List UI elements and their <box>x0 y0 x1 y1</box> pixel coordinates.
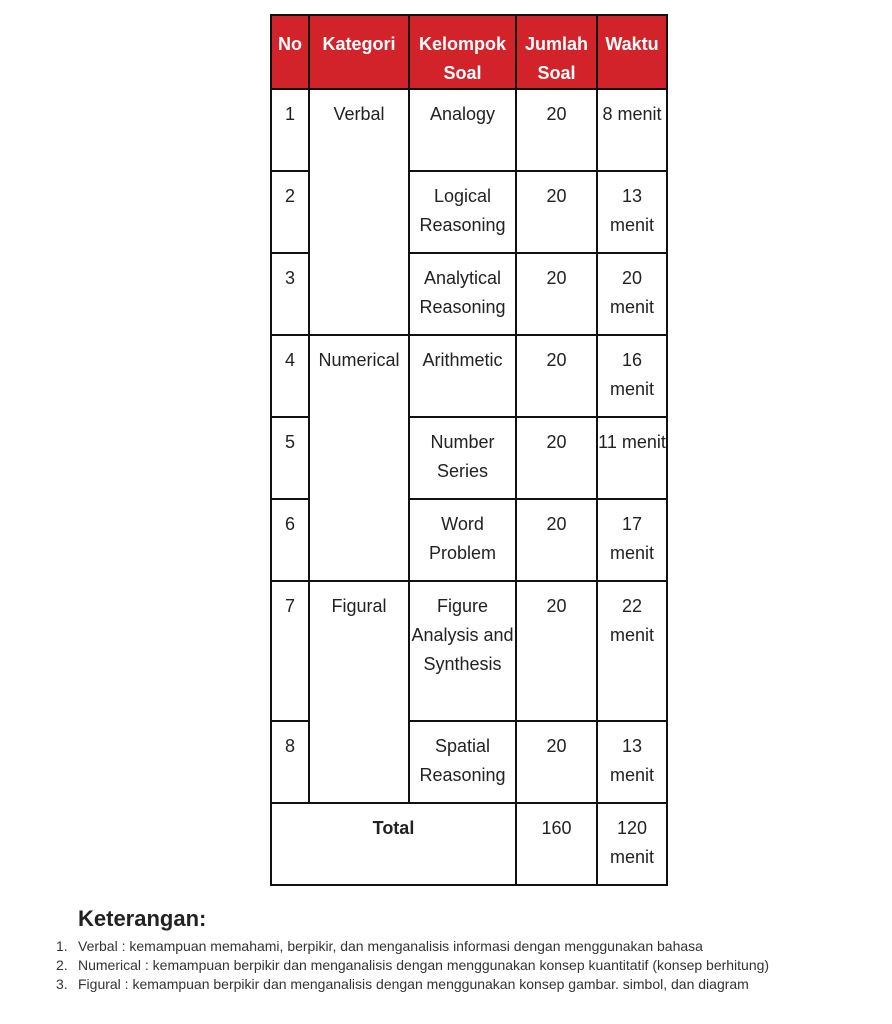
note-number: 2. <box>56 957 68 973</box>
row-no: 6 <box>271 499 309 581</box>
row-jumlah: 20 <box>516 499 597 581</box>
row-kelompok: Word Problem <box>409 499 516 581</box>
table-header-row <box>271 15 667 89</box>
row-waktu: 11 menit <box>597 417 667 499</box>
header-waktu: Waktu <box>597 15 667 89</box>
note-text: Verbal : kemampuan memahami, berpikir, dan menganalisis informasi dengan menggunakan bahasa <box>78 938 703 954</box>
row-kelompok: Arithmetic <box>409 335 516 417</box>
header-no: No <box>271 15 309 89</box>
table-row <box>271 581 667 721</box>
note-text: Numerical : kemampuan berpikir dan menganalisis dengan menggunakan konsep kuantitatif (konsep berhitung) <box>78 957 770 973</box>
table-row <box>271 89 667 171</box>
row-no: 3 <box>271 253 309 335</box>
total-jumlah: 160 <box>516 803 597 885</box>
header-kategori: Kategori <box>309 15 409 89</box>
row-jumlah: 20 <box>516 253 597 335</box>
note-item <box>56 956 818 975</box>
table-total-row <box>271 803 667 885</box>
row-kelompok: Logical Reasoning <box>409 171 516 253</box>
total-waktu: 120 menit <box>597 803 667 885</box>
row-waktu: 20 menit <box>597 253 667 335</box>
note-item <box>56 937 818 956</box>
row-kelompok: Number Series <box>409 417 516 499</box>
row-waktu: 8 menit <box>597 89 667 171</box>
row-jumlah: 20 <box>516 581 597 721</box>
row-jumlah: 20 <box>516 335 597 417</box>
test-schedule-table <box>270 14 668 886</box>
row-waktu: 13 menit <box>597 721 667 803</box>
row-no: 7 <box>271 581 309 721</box>
row-waktu: 13 menit <box>597 171 667 253</box>
row-kelompok: Spatial Reasoning <box>409 721 516 803</box>
header-jumlah-soal: Jumlah Soal <box>516 15 597 89</box>
row-no: 1 <box>271 89 309 171</box>
row-jumlah: 20 <box>516 89 597 171</box>
category-verbal: Verbal <box>309 89 409 335</box>
total-label: Total <box>271 803 516 885</box>
category-figural: Figural <box>309 581 409 803</box>
row-jumlah: 20 <box>516 417 597 499</box>
note-text: Figural : kemampuan berpikir dan menganalisis dengan menggunakan konsep gambar. simbol, dan diagram <box>78 976 749 992</box>
row-jumlah: 20 <box>516 171 597 253</box>
notes-list <box>0 937 892 994</box>
row-waktu: 22 menit <box>597 581 667 721</box>
notes-section <box>0 905 892 994</box>
row-kelompok: Figure Analysis and Synthesis <box>409 581 516 721</box>
header-kelompok-soal: Kelompok Soal <box>409 15 516 89</box>
row-no: 8 <box>271 721 309 803</box>
row-kelompok: Analytical Reasoning <box>409 253 516 335</box>
row-no: 2 <box>271 171 309 253</box>
row-waktu: 17 menit <box>597 499 667 581</box>
table-row <box>271 335 667 417</box>
row-waktu: 16 menit <box>597 335 667 417</box>
note-item <box>56 975 818 994</box>
notes-title: Keterangan: <box>78 906 207 931</box>
category-numerical: Numerical <box>309 335 409 581</box>
row-no: 5 <box>271 417 309 499</box>
row-no: 4 <box>271 335 309 417</box>
row-kelompok: Analogy <box>409 89 516 171</box>
note-number: 3. <box>56 976 68 992</box>
row-jumlah: 20 <box>516 721 597 803</box>
note-number: 1. <box>56 938 68 954</box>
